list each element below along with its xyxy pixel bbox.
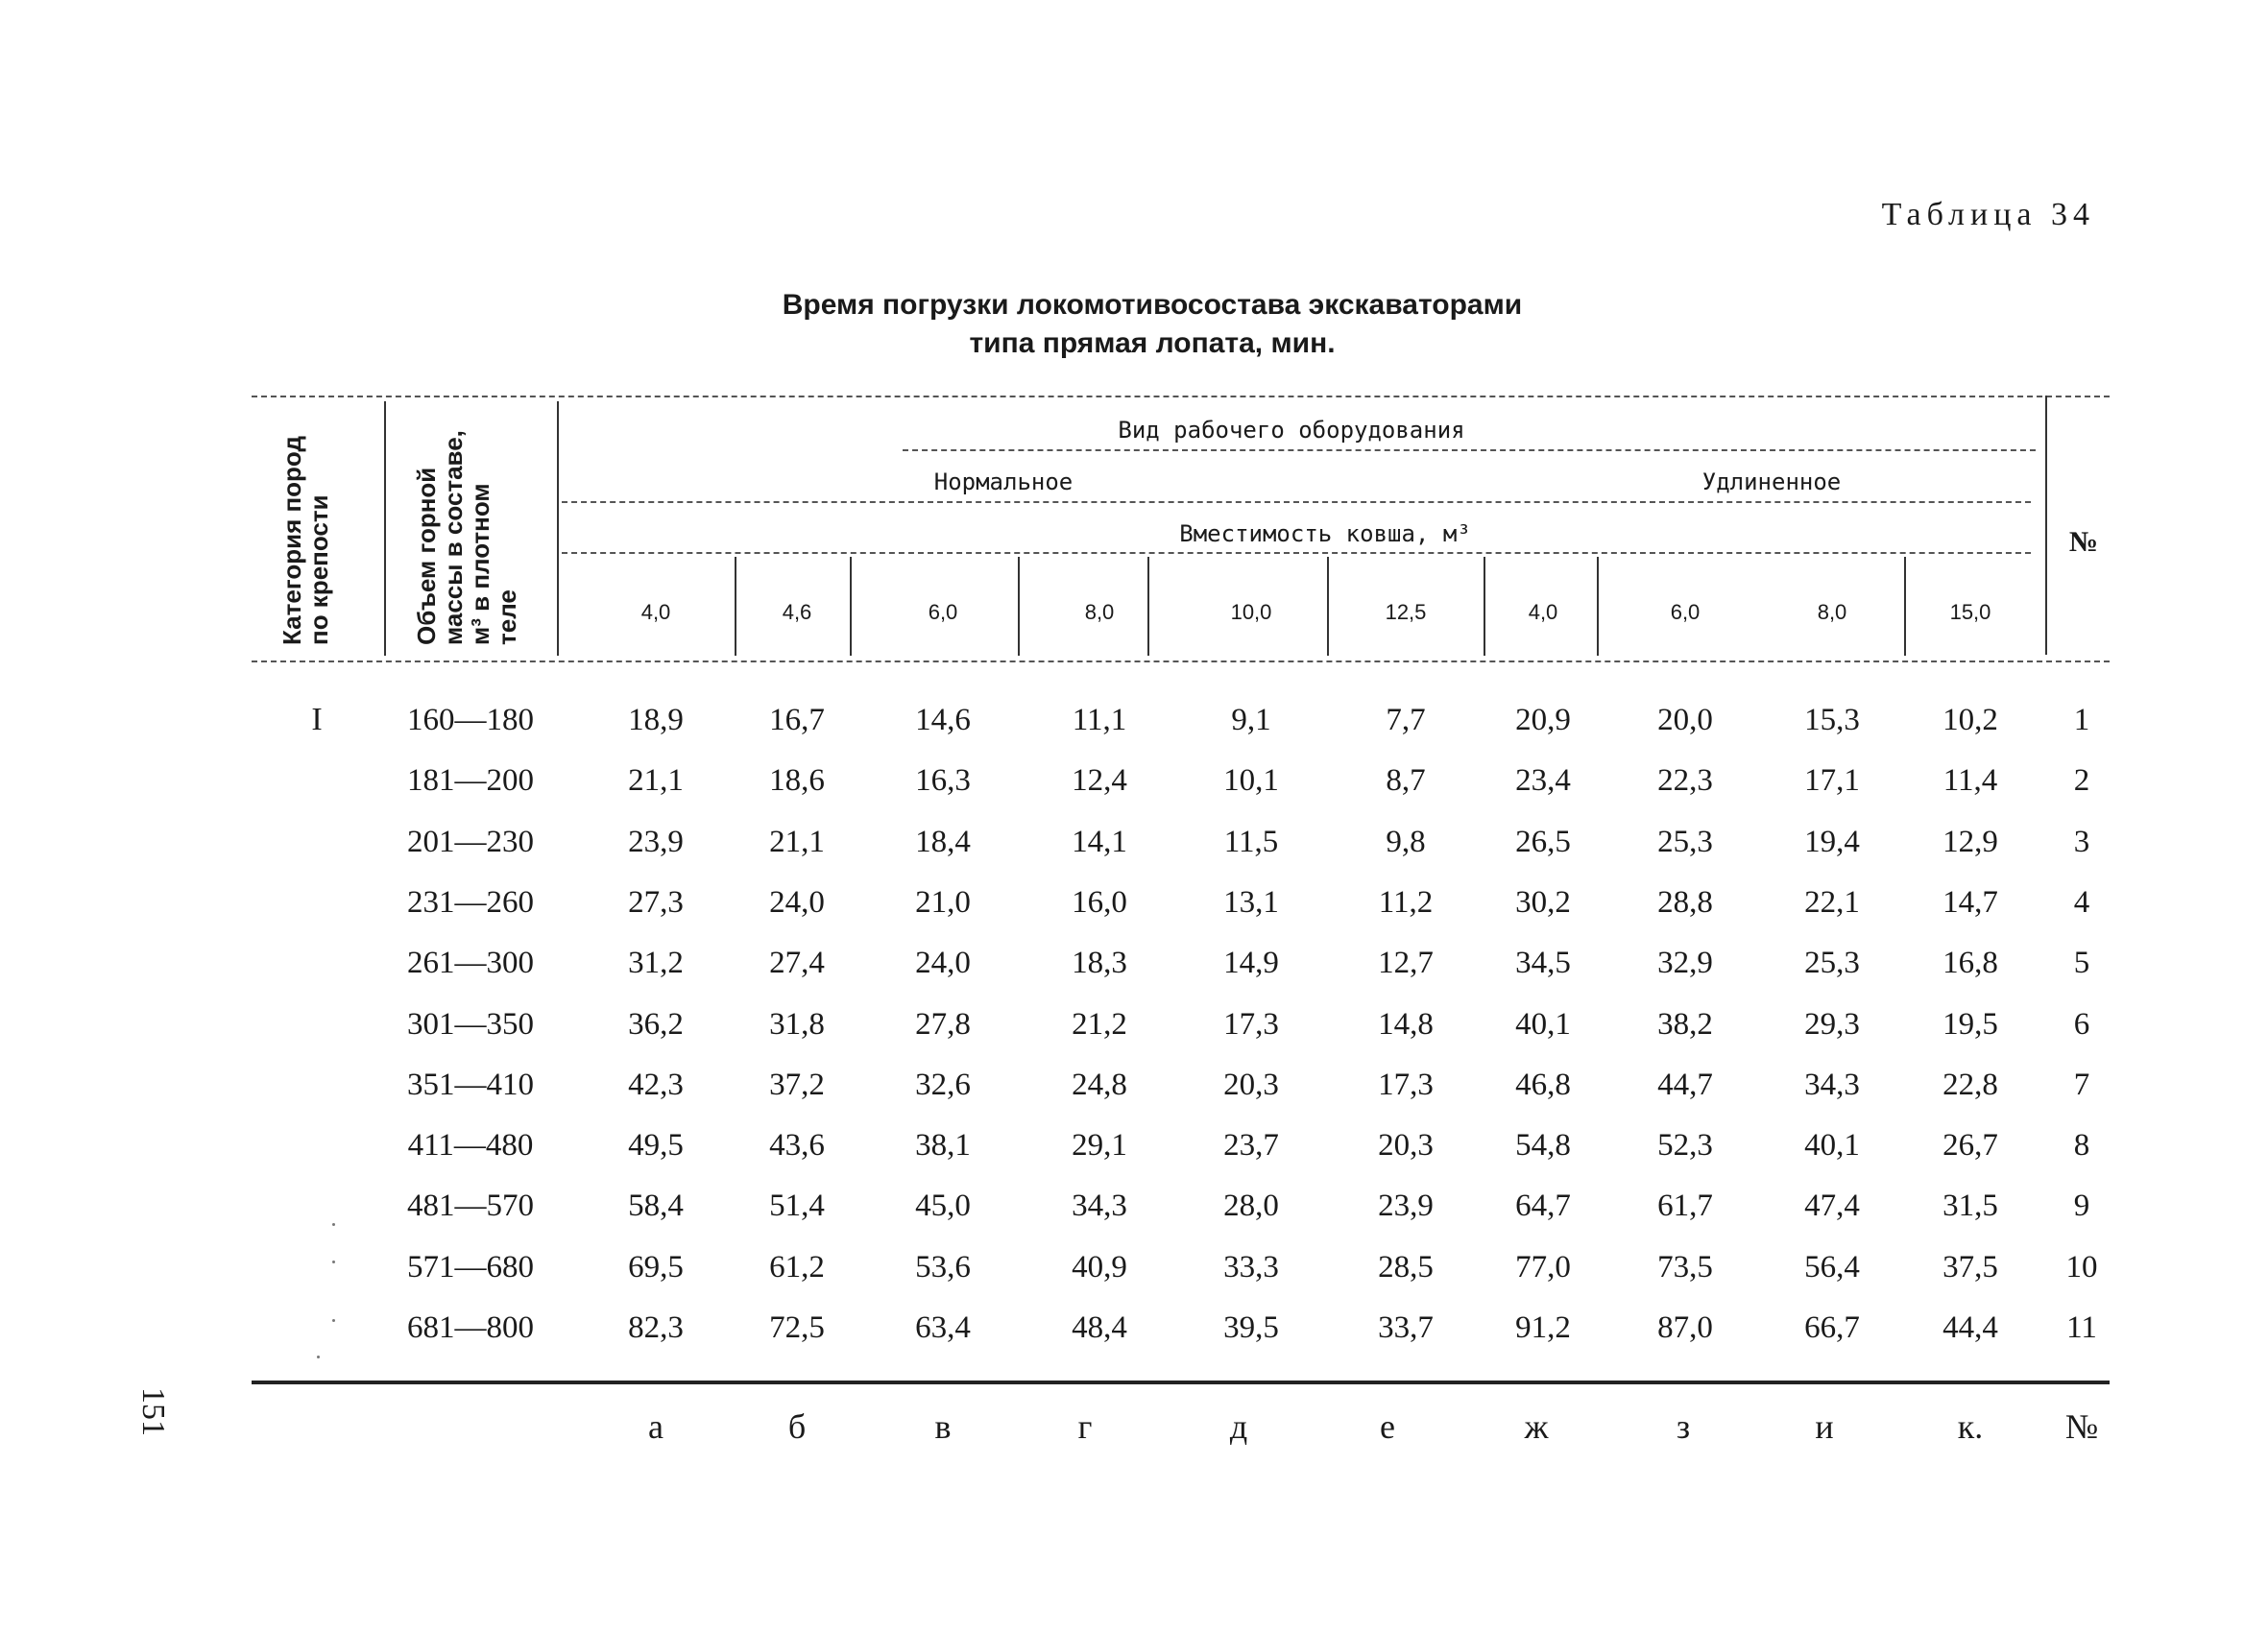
table-cell: 26,7 [1942,1128,1998,1163]
table-cell: 77,0 [1515,1250,1571,1285]
table-cell: 9,8 [1386,825,1426,859]
capacity-caption: 6,0 [1670,600,1701,624]
table-cell: 53,6 [915,1250,971,1285]
table-cell: 28,5 [1378,1250,1434,1285]
col-divider [1484,557,1485,656]
category-header: Категория пород по крепости [277,436,333,645]
table-cell: 22,1 [1804,885,1860,920]
footer-letter: г [1077,1407,1093,1446]
table-cell: 23,4 [1515,763,1571,798]
row-number: 11 [2066,1310,2097,1345]
table-cell: 33,7 [1378,1310,1434,1345]
table-cell: 40,1 [1804,1128,1860,1163]
col-divider [850,557,852,656]
table-cell: 27,3 [628,885,684,920]
table-cell: 18,3 [1072,946,1127,980]
table-cell: 43,6 [769,1128,825,1163]
type-divider [562,501,2031,503]
table-cell: 36,2 [628,1007,684,1042]
row-number: 8 [2073,1128,2090,1163]
table-cell: 11,4 [1942,763,1998,798]
row-number: 9 [2073,1189,2090,1223]
table-cell: 29,3 [1804,1007,1860,1042]
capacity-caption: 8,0 [1817,600,1847,624]
table-title [624,286,1680,363]
row-number: 2 [2073,763,2090,798]
table-cell: 20,0 [1657,703,1713,737]
table-cell: 11,2 [1378,885,1434,920]
table-cell: 31,8 [769,1007,825,1042]
bucket-capacity-header: Вместимость ковша, м³ [1179,520,1471,547]
table-cell: 56,4 [1804,1250,1860,1285]
table-cell: 10,2 [1942,703,1998,737]
table-cell: 22,8 [1942,1068,1998,1102]
table-cell: 11,5 [1223,825,1279,859]
row-number: 4 [2073,885,2090,920]
table-cell: 58,4 [628,1189,684,1223]
table-cell: 44,4 [1942,1310,1998,1345]
extended-header: Удлиненное [1701,468,1842,495]
table-cell: 7,7 [1386,703,1426,737]
table-cell: 14,7 [1942,885,1998,920]
table-cell: 10,1 [1223,763,1279,798]
volume-range: 301—350 [407,1007,534,1042]
table-cell: 12,4 [1072,763,1127,798]
table-cell: 11,1 [1072,703,1127,737]
table-cell: 18,4 [915,825,971,859]
table-cell: 39,5 [1223,1310,1279,1345]
table-cell: 16,8 [1942,946,1998,980]
footer-letter: № [2064,1407,2099,1446]
table-cell: 17,1 [1804,763,1860,798]
margin-mark [332,1261,335,1263]
table-cell: 27,4 [769,946,825,980]
table-cell: 24,0 [769,885,825,920]
category-label: I [311,702,323,737]
header-bottom-rule [252,660,2110,662]
table-cell: 20,3 [1223,1068,1279,1102]
table-cell: 29,1 [1072,1128,1127,1163]
table-cell: 8,7 [1386,763,1426,798]
margin-mark [332,1319,335,1322]
row-number: 5 [2073,946,2090,980]
title-line-1: Время погрузки локомотивосостава экскаваторами [782,289,1523,321]
table-cell: 16,3 [915,763,971,798]
table-cell: 25,3 [1804,946,1860,980]
table-cell: 24,0 [915,946,971,980]
capacity-caption: 15,0 [1949,600,1991,624]
table-cell: 21,0 [915,885,971,920]
footer-letter: в [934,1407,952,1446]
table-cell: 16,0 [1072,885,1127,920]
table-cell: 73,5 [1657,1250,1713,1285]
table-cell: 12,7 [1378,946,1434,980]
footer-letter: б [787,1407,807,1446]
footer-letter: ж [1524,1407,1549,1446]
table-cell: 66,7 [1804,1310,1860,1345]
footer-letter: и [1815,1407,1834,1446]
number-header: № [2068,526,2099,558]
equipment-type-header: Вид рабочего оборудования [1118,417,1465,444]
table-cell: 30,2 [1515,885,1571,920]
table-cell: 28,8 [1657,885,1713,920]
col-divider-category [384,401,386,656]
volume-range: 231—260 [407,885,534,920]
table-cell: 69,5 [628,1250,684,1285]
footer-letter: д [1229,1407,1248,1446]
volume-range: 411—480 [407,1128,534,1163]
col-divider [1327,557,1329,656]
volume-range: 681—800 [407,1310,534,1345]
volume-range: 261—300 [407,946,534,980]
volume-range: 201—230 [407,825,534,859]
volume-header: Объем горной массы в составе, м³ в плотном теле [412,430,521,645]
volume-range: 181—200 [407,763,534,798]
table-cell: 14,8 [1378,1007,1434,1042]
table-cell: 21,2 [1072,1007,1127,1042]
table-cell: 46,8 [1515,1068,1571,1102]
table-cell: 17,3 [1223,1007,1279,1042]
table-cell: 52,3 [1657,1128,1713,1163]
table-cell: 38,2 [1657,1007,1713,1042]
capacity-caption: 8,0 [1084,600,1115,624]
table-cell: 37,5 [1942,1250,1998,1285]
header-top-rule [252,396,2110,397]
table-cell: 18,9 [628,703,684,737]
page-number: 151 [135,1387,171,1436]
table-cell: 9,1 [1231,703,1271,737]
table-cell: 21,1 [628,763,684,798]
row-number: 3 [2073,825,2090,859]
col-divider [1018,557,1020,656]
table-cell: 13,1 [1223,885,1279,920]
table-cell: 19,5 [1942,1007,1998,1042]
table-cell: 45,0 [915,1189,971,1223]
table-cell: 37,2 [769,1068,825,1102]
table-cell: 72,5 [769,1310,825,1345]
table-cell: 24,8 [1072,1068,1127,1102]
table-cell: 82,3 [628,1310,684,1345]
capacity-caption: 4,0 [1528,600,1558,624]
col-divider [735,557,736,656]
table-cell: 34,5 [1515,946,1571,980]
table-cell: 23,9 [1378,1189,1434,1223]
table-cell: 14,1 [1072,825,1127,859]
table-cell: 44,7 [1657,1068,1713,1102]
table-cell: 31,2 [628,946,684,980]
table-cell: 54,8 [1515,1128,1571,1163]
footer-letter: к. [1957,1407,1984,1446]
table-cell: 22,3 [1657,763,1713,798]
capacity-caption: 10,0 [1230,600,1272,624]
footer-letter: а [648,1407,664,1446]
table-cell: 32,6 [915,1068,971,1102]
footer-letter: е [1380,1407,1395,1446]
capacity-caption: 4,6 [782,600,812,624]
volume-range: 571—680 [407,1250,534,1285]
capacity-caption: 12,5 [1385,600,1427,624]
capacity-caption: 6,0 [928,600,958,624]
table-cell: 40,1 [1515,1007,1571,1042]
table-cell: 61,7 [1657,1189,1713,1223]
table-label: Таблица 34 [1881,197,2095,232]
table-cell: 48,4 [1072,1310,1127,1345]
table-cell: 12,9 [1942,825,1998,859]
capacity-divider [562,552,2031,554]
capacity-caption: 4,0 [640,600,671,624]
table-cell: 14,6 [915,703,971,737]
table-cell: 20,3 [1378,1128,1434,1163]
table-cell: 40,9 [1072,1250,1127,1285]
table-cell: 26,5 [1515,825,1571,859]
table-cell: 61,2 [769,1250,825,1285]
row-number: 1 [2073,703,2090,737]
table-cell: 31,5 [1942,1189,1998,1223]
table-cell: 14,9 [1223,946,1279,980]
normal-header: Нормальное [933,468,1074,495]
table-cell: 63,4 [915,1310,971,1345]
table-cell: 64,7 [1515,1189,1571,1223]
table-cell: 19,4 [1804,825,1860,859]
table-cell: 27,8 [915,1007,971,1042]
table-cell: 34,3 [1804,1068,1860,1102]
col-divider [1904,557,1906,656]
table-cell: 16,7 [769,703,825,737]
row-number: 6 [2073,1007,2090,1042]
table-cell: 20,9 [1515,703,1571,737]
volume-range: 160—180 [407,703,534,737]
table-cell: 25,3 [1657,825,1713,859]
col-divider-number [2045,396,2047,655]
table-cell: 33,3 [1223,1250,1279,1285]
margin-mark [317,1356,320,1358]
table-cell: 38,1 [915,1128,971,1163]
footer-letter: з [1676,1407,1691,1446]
table-cell: 87,0 [1657,1310,1713,1345]
table-cell: 49,5 [628,1128,684,1163]
table-cell: 17,3 [1378,1068,1434,1102]
row-number: 7 [2073,1068,2090,1102]
table-cell: 32,9 [1657,946,1713,980]
table-cell: 34,3 [1072,1189,1127,1223]
row-number: 10 [2065,1250,2098,1285]
table-cell: 23,7 [1223,1128,1279,1163]
title-line-2: типа прямая лопата, мин. [969,327,1336,359]
equipment-divider [903,449,2036,451]
table-cell: 42,3 [628,1068,684,1102]
table-cell: 18,6 [769,763,825,798]
table-cell: 51,4 [769,1189,825,1223]
table-cell: 21,1 [769,825,825,859]
col-divider [1597,557,1599,656]
margin-mark [332,1223,335,1226]
table-cell: 15,3 [1804,703,1860,737]
bottom-rule [252,1381,2110,1384]
col-divider-volume [557,401,559,656]
table-cell: 47,4 [1804,1189,1860,1223]
table-cell: 23,9 [628,825,684,859]
table-cell: 91,2 [1515,1310,1571,1345]
volume-range: 481—570 [407,1189,534,1223]
table-cell: 28,0 [1223,1189,1279,1223]
volume-range: 351—410 [407,1068,534,1102]
